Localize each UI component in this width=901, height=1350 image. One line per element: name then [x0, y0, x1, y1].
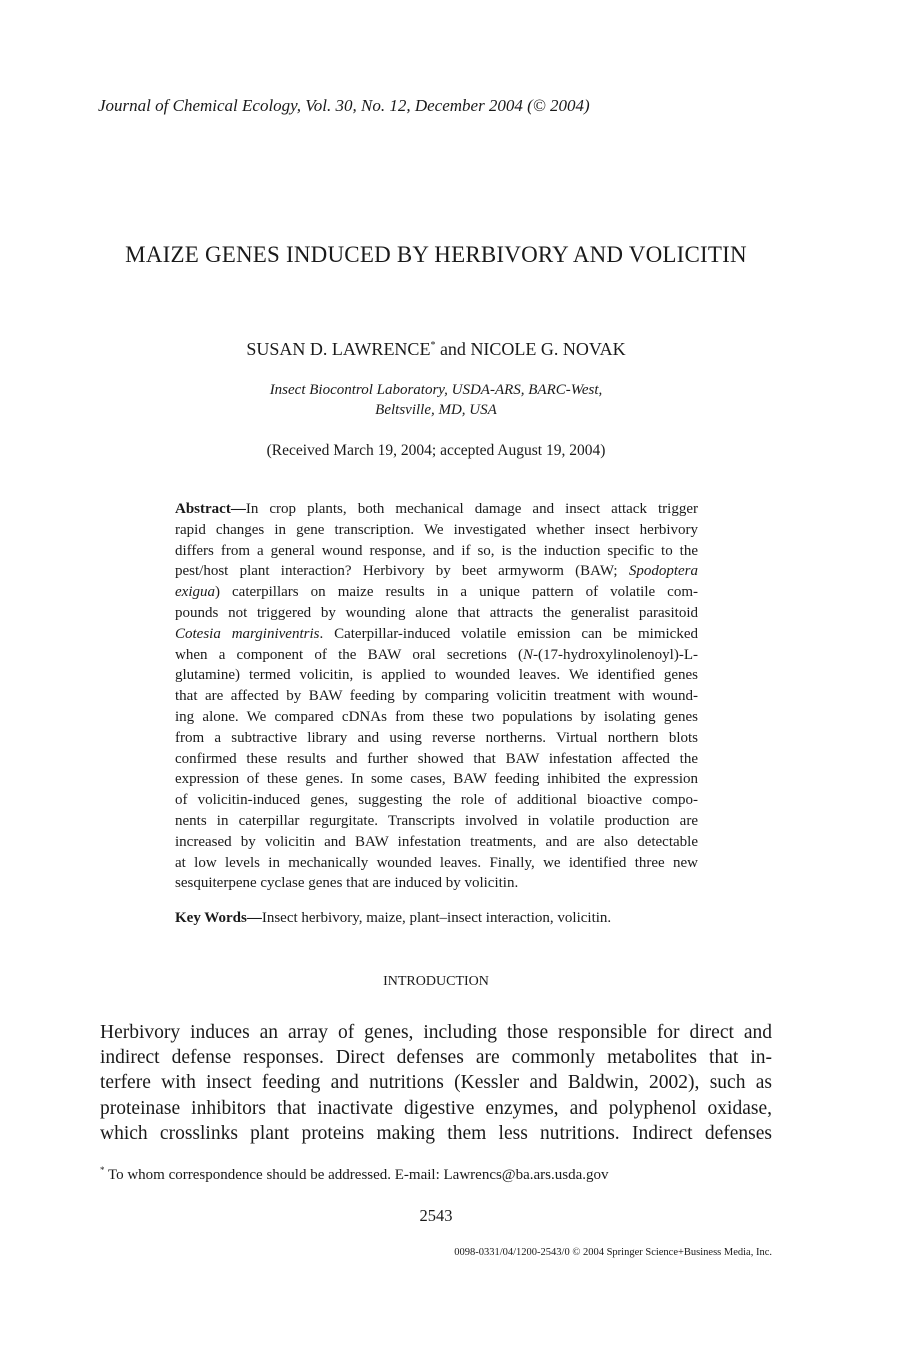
article-title: MAIZE GENES INDUCED BY HERBIVORY AND VOLICITIN [125, 242, 747, 267]
keywords-text: Insect herbivory, maize, plant–insect interaction, volicitin. [261, 910, 612, 926]
footnote [100, 1167, 609, 1184]
abstract-line: pest/host plant interaction? Herbivory by beet armyworm (BAW; Spodoptera [175, 563, 698, 580]
body-line: proteinase inhibitors that inactivate digestive enzymes, and polyphenol oxidase, [100, 1097, 772, 1119]
abstract-line: nents in caterpillar regurgitate. Transcripts involved in volatile production are [175, 812, 698, 829]
abstract-line: rapid changes in gene transcription. We investigated whether insect herbivory [175, 521, 698, 538]
abstract-line: exigua) caterpillars on maize results in a unique pattern of volatile com- [175, 584, 698, 601]
received-dates: (Received March 19, 2004; accepted August 19, 2004) [266, 442, 606, 459]
abstract [175, 499, 698, 894]
abstract-line: expression of these genes. In some cases, BAW feeding inhibited the expression [175, 771, 698, 788]
abstract-line: glutamine) termed volicitin, is applied to wounded leaves. We identified genes [175, 667, 698, 684]
keywords-label: Key Words— [175, 910, 262, 926]
keywords [175, 910, 611, 927]
abstract-line: when a component of the BAW oral secretions (N-(17-hydroxylinolenoyl)-L- [175, 646, 698, 663]
abstract-line: ing alone. We compared cDNAs from these two populations by isolating genes [175, 708, 698, 725]
abstract-line: Cotesia marginiventris. Caterpillar-induced volatile emission can be mimicked [175, 625, 698, 642]
section-heading-introduction: INTRODUCTION [383, 974, 489, 989]
abstract-line: from a subtractive library and using reverse northerns. Virtual northern blots [175, 729, 698, 746]
body-line: terfere with insect feeding and nutritions (Kessler and Baldwin, 2002), such as [100, 1072, 772, 1094]
footnote-text: To whom correspondence should be addressed. E-mail: Lawrencs@ba.ars.usda.gov [107, 1167, 609, 1183]
abstract-line: Abstract—In crop plants, both mechanical damage and insect attack trigger [175, 501, 698, 517]
page-number: 2543 [419, 1206, 453, 1225]
journal-citation: Journal of Chemical Ecology, Vol. 30, No. 12, December 2004 (© 2004) [98, 96, 590, 115]
author-1: SUSAN D. LAWRENCE [246, 339, 431, 359]
body-line: which crosslinks plant proteins making them less nutritions. Indirect defenses [100, 1122, 772, 1144]
abstract-line: confirmed these results and further showed that BAW infestation affected the [175, 750, 698, 767]
abstract-line: differs from a general wound response, and if so, is the induction specific to the [175, 542, 698, 559]
abstract-line: at low levels in mechanically wounded leaves. Finally, we identified three new [175, 854, 698, 871]
introduction-body [100, 1020, 772, 1146]
abstract-line: that are affected by BAW feeding by comparing volicitin treatment with wound- [175, 688, 698, 705]
abstract-line: sesquiterpene cyclase genes that are induced by volicitin. [175, 875, 519, 892]
abstract-line: pounds not triggered by wounding alone that attracts the generalist parasitoid [175, 604, 698, 621]
author-conjunction: and [439, 339, 466, 359]
abstract-label: Abstract— [175, 501, 246, 517]
body-line: Herbivory induces an array of genes, including those responsible for direct and [100, 1022, 772, 1043]
copyright-line: 0098-0331/04/1200-2543/0 © 2004 Springer Science+Business Media, Inc. [454, 1247, 772, 1258]
body-line: indirect defense responses. Direct defenses are commonly metabolites that in- [100, 1047, 772, 1069]
abstract-line: increased by volicitin and BAW infestation treatments, and are also detectable [175, 833, 698, 850]
footnote-mark: * [100, 1165, 105, 1175]
author-list [0, 339, 872, 360]
affiliation-line-1: Insect Biocontrol Laboratory, USDA-ARS, BARC-West, [269, 382, 603, 398]
affiliation-line-2: Beltsville, MD, USA [375, 402, 497, 418]
author-2: NICOLE G. NOVAK [470, 339, 626, 359]
abstract-line: of volicitin-induced genes, suggesting the role of additional bioactive compo- [175, 792, 698, 809]
corresponding-author-mark: * [430, 340, 436, 351]
